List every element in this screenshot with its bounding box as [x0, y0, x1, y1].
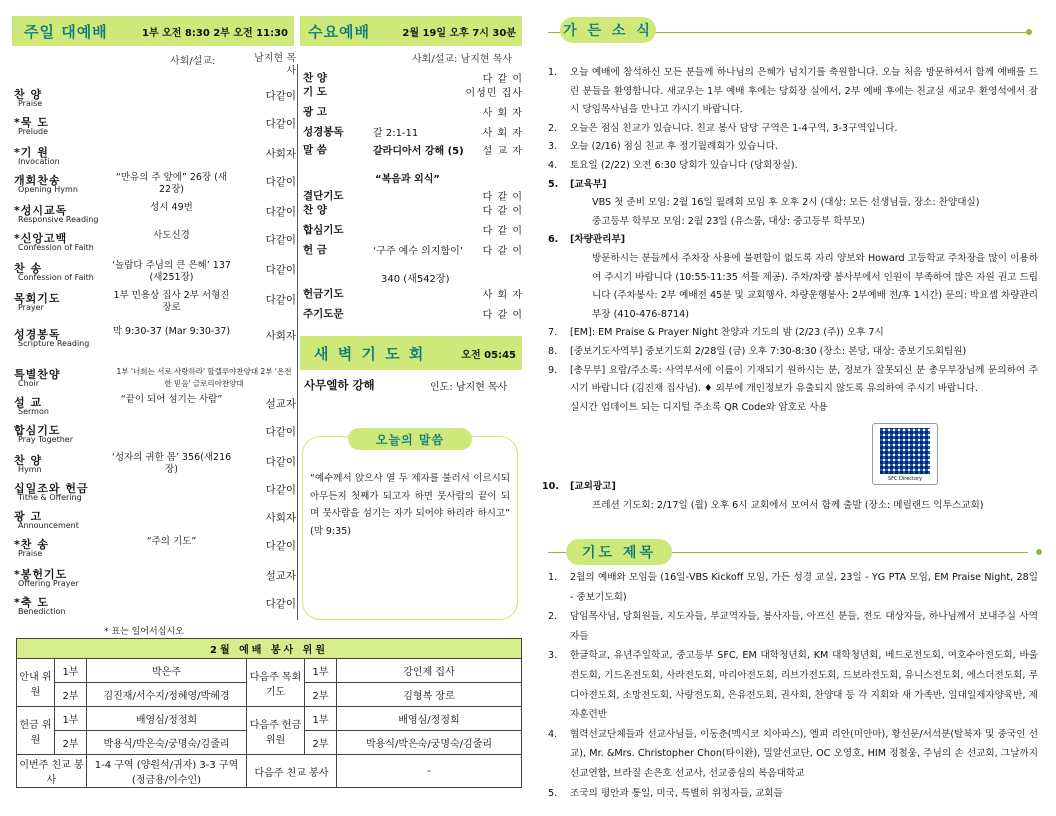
- wed-item-leader: 사 회 자: [482, 290, 523, 301]
- order-item-title: 찬 양: [14, 454, 43, 467]
- news-item: 실시간 업데이트 되는 디지털 주소록 QR Code와 암호로 사용: [570, 401, 828, 413]
- order-item-leader: 다같이: [265, 90, 296, 102]
- order-item-leader: 다같이: [265, 234, 296, 246]
- order-item-english: Benediction: [18, 607, 66, 616]
- wed-item-detail: 340 (새542장): [381, 274, 450, 285]
- order-item-leader: 설교자: [265, 570, 296, 582]
- order-item-detail: 1부 '너희는 서로 사랑하라' 할렐루야찬양대 2부 '온전한 믿음' 글로리아찬양대: [116, 367, 292, 388]
- prayer-item: 1. 2월의 예배와 모임들 (16일-VBS Kickoff 모임, 가든 성경 교실, 23일 - YG PTA 모임, EM Praise Night, 28일 - 중보기도회): [548, 572, 1038, 603]
- dawn-time: 오전 05:45: [461, 349, 516, 361]
- news-item: 3. 오늘 (2/16) 점심 친교 후 정기월례회가 있습니다.: [548, 141, 778, 153]
- qr-label: SFC Directory: [887, 476, 923, 482]
- order-item-english: Announcement: [18, 521, 79, 530]
- prayer-list: [548, 568, 1038, 803]
- wed-item-leader: 다 같 이: [482, 310, 523, 321]
- order-item-english: Pray Together: [18, 435, 73, 444]
- sunday-times: 1부 오전 8:30 2부 오전 11:30: [142, 27, 288, 39]
- wed-item-leader: 사 회 자: [482, 128, 523, 139]
- order-item-english: Responsive Reading: [18, 215, 99, 224]
- order-item-detail: 사도신경: [153, 230, 190, 241]
- wed-item-title: 헌금기도: [303, 288, 344, 300]
- order-item-title: *축 도: [14, 596, 49, 609]
- wednesday-date: 2월 19일 오후 7시 30분: [402, 27, 516, 39]
- order-item-leader: 다같이: [265, 456, 296, 468]
- outside-ad-text: 프레션 기도회: 2/17일 (월) 오후 6시 교회에서 모여서 함께 출발 (장소: 메릴랜드 익투스교회): [592, 500, 984, 511]
- order-item-title: *찬 송: [14, 538, 49, 551]
- order-item-title: 개회찬송: [14, 174, 61, 187]
- part-label: 2부: [55, 683, 87, 707]
- sunday-title: 주일 대예배: [24, 22, 108, 41]
- order-item-detail: ‘놀랍다 주님의 큰 은혜’ 137 (새251장): [112, 260, 231, 283]
- prayer-item: 2. 담임목사님, 당회원들, 지도자들, 부교역자들, 봉사자들, 아프신 분들, 전도 대상자들, 하나님께서 보내주실 사역자들: [548, 611, 1038, 642]
- wed-item-title: 찬 양: [303, 72, 327, 84]
- next-offering-part1: 배영심/정정희: [337, 707, 522, 731]
- wednesday-preacher: 사회/설교: 남지현 목사: [412, 54, 513, 65]
- offering-part2: 박용식/박은숙/궁명숙/김줄리: [87, 731, 247, 755]
- outside-ad: 10. [교외광고]: [542, 481, 616, 492]
- news-item: 1. 오늘 예배에 참석하신 모든 분들께 하나님의 은혜가 넘치기를 축원합니다. 오늘 처음 방문하셔서 함께 예배를 드린 분들을 환영합니다. 새교우는 1부 예배 후에는 당회장 실에서, 2부 예배 후에는 친교실 새교우 환영석에서 잠시 당임목사님을 만나고 가시기 바랍니다.: [548, 67, 1038, 116]
- prayer-rule-dot: [1036, 549, 1042, 555]
- sunday-header: [12, 16, 294, 46]
- order-item-title: 찬 송: [14, 262, 43, 275]
- order-item-english: Hymn: [18, 465, 42, 474]
- order-item-detail: 성시 49번: [150, 202, 193, 213]
- order-item-english: Praise: [18, 549, 43, 558]
- car-item: 방문하시는 분들께서 주차장 사용에 불편함이 없도록 자리 양보와 Howard 고등학교 주차장을 많이 이용하여 주시기 바랍니다 (10:55-11:35 셔틀 제공). 주차/차량 봉사부에서 인원이 부족하여 많은 자원 권고 드립니다 (주차봉사: 2부 예배전 45분 및 교회행사. 차량운행봉사: 2부예배 전/후 1시간) 문의: 박요셉 차량관리부장 (410-476-8714): [592, 252, 1038, 320]
- news-item: 4. 토요일 (2/22) 오전 6:30 당회가 있습니다 (당회장실).: [548, 159, 798, 171]
- news-item: 6. [차량관리부]: [548, 234, 626, 246]
- qr-pattern: [880, 428, 930, 474]
- prayer-title: 기도 제목: [566, 539, 672, 565]
- order-item-title: 합심기도: [14, 424, 61, 437]
- news-list: [548, 64, 1038, 417]
- order-item-detail: “만유의 주 앞에” 26장 (새 22장): [115, 172, 228, 195]
- order-item-leader: 다같이: [265, 264, 296, 276]
- order-item-title: *묵 도: [14, 116, 49, 129]
- order-item-leader: 다같이: [265, 484, 296, 496]
- service-title: 2월 예배 봉사 위원: [17, 639, 522, 659]
- order-item-leader: 사회자: [265, 148, 296, 160]
- order-item-english: Praise: [18, 99, 43, 108]
- dawn-title: 새 벽 기 도 회: [314, 344, 426, 363]
- order-item-leader: 다같이: [265, 176, 296, 188]
- order-item-title: 찬 양: [14, 88, 43, 101]
- order-item-english: Invocation: [18, 157, 60, 166]
- sunday-preacher-name: 남지현 목사: [254, 53, 296, 77]
- next-offering-part2: 박용식/박은숙/궁명숙/김줄리: [337, 731, 522, 755]
- order-item-english: Opening Hymn: [18, 185, 78, 194]
- order-item-leader: 사회자: [265, 330, 296, 342]
- next-prayer-part1: 강인제 집사: [337, 659, 522, 683]
- part-label: 1부: [305, 659, 337, 683]
- order-item-english: Confession of Faith: [18, 243, 94, 252]
- wed-item-leader: 다 같 이: [482, 226, 523, 237]
- order-item-english: Scripture Reading: [18, 339, 90, 348]
- wed-item-leader: 설 교 자: [482, 146, 523, 157]
- edu-item: 중고등부 학부모 모임: 2월 23일 (유스룸, 대상: 중고등부 학부모): [592, 215, 865, 227]
- order-item-title: 광 고: [14, 510, 43, 523]
- usher-label: 안내 위원: [17, 659, 55, 707]
- news-title: 가 든 소 식: [560, 17, 656, 43]
- next-fellowship-value: -: [337, 755, 522, 788]
- offering-part1: 배영심/정정희: [87, 707, 247, 731]
- order-item-title: 성경봉독: [14, 328, 61, 341]
- wed-item-leader: 다 같 이: [482, 74, 523, 85]
- part-label: 1부: [55, 659, 87, 683]
- prayer-item: 5. 조국의 평안과 통일, 미국, 특별히 위정자들, 교회들: [548, 787, 783, 799]
- wed-item-leader: 이성민 집사: [465, 88, 523, 99]
- service-committee-table: [16, 638, 522, 788]
- wed-item-leader: 다 같 이: [482, 192, 523, 203]
- order-item-leader: 설교자: [265, 398, 296, 410]
- order-item-title: 십일조와 헌금: [14, 482, 89, 495]
- next-prayer-label: 다음주 목회기도: [247, 659, 305, 707]
- order-item-title: 설 교: [14, 396, 43, 409]
- prayer-item: 3. 한글학교, 유년주일학교, 중고등부 SFC, EM 대학청년회, KM 대학청년회, 베드로전도회, 여호수아전도회, 바울전도회, 기드온전도회, 사라전도회, 마리아전도회, 리브가전도회, 드보라전도회, 유니스전도회, 에스더전도회, 루디아전도회, 소망전도회, 사랑전도회, 은유전도회, 권사회, 찬양대 등 각 지회와 새 가족반, 일대일제자양육반, 제자훈련반: [548, 650, 1038, 721]
- order-item-english: Tithe & Offering: [18, 493, 82, 502]
- order-item-leader: 다같이: [265, 540, 296, 552]
- wed-item-detail: 갈 2:1-11: [373, 128, 419, 139]
- next-offering-label: 다음주 헌금위원: [247, 707, 305, 755]
- order-item-title: 특별찬양: [14, 368, 61, 381]
- wed-item-detail: ‘구주 예수 의지함이’: [373, 246, 463, 257]
- order-item-english: Offering Prayer: [18, 579, 79, 588]
- wed-item-title: 기 도: [303, 86, 327, 98]
- wed-item-title: 말 씀: [303, 144, 327, 156]
- edu-item: VBS 첫 준비 모임: 2월 16일 월례회 모임 후 오후 2시 (대상: 모든 선생님들, 장소: 찬양대실): [592, 197, 980, 209]
- wed-item-title: 광 고: [303, 106, 327, 118]
- part-label: 1부: [305, 707, 337, 731]
- order-item-detail: “끝이 되어 섬기는 사람”: [120, 394, 223, 405]
- wednesday-header: [300, 16, 522, 46]
- order-item-english: Choir: [18, 379, 40, 388]
- qr-code[interactable]: [872, 423, 938, 485]
- order-item-detail: 1부 민용상 집사 2부 서형진 장로: [113, 290, 230, 313]
- news-item: 9. [총무부] 요람/주소록: 사역부서에 이름이 기재되기 원하시는 분, 정보가 잘못되신 분 총무부장님께 문의하여 주시기 바랍니다 (김진재 집사님). ♦ 외부에 개인정보가 유출되지 않도록 유의하여 주시기 바랍니다.: [548, 364, 1038, 395]
- wed-item-leader: 다 같 이: [482, 206, 523, 217]
- dawn-leader: 인도: 남지현 목사: [430, 382, 508, 393]
- fellowship-value: 1-4 구역 (양원석/귀자) 3-3 구역 (정금용/이수인): [87, 755, 247, 788]
- order-item-leader: 다같이: [265, 206, 296, 218]
- order-item-title: *봉헌기도: [14, 568, 68, 581]
- wednesday-title: 수요예배: [308, 22, 370, 41]
- order-item-detail: 막 9:30-37 (Mar 9:30-37): [112, 326, 231, 337]
- part-label: 2부: [305, 731, 337, 755]
- order-item-english: Sermon: [18, 407, 49, 416]
- part-label: 1부: [55, 707, 87, 731]
- next-fellowship-label: 다음주 친교 봉사: [247, 755, 337, 788]
- order-item-english: Confession of Faith: [18, 273, 94, 282]
- wed-item-title: 결단기도: [303, 190, 344, 202]
- fellowship-label: 이번주 친교 봉사: [17, 755, 87, 788]
- order-item-leader: 다같이: [265, 118, 296, 130]
- wed-item-leader: 사 회 자: [482, 108, 523, 119]
- order-item-detail: “주의 기도”: [146, 536, 197, 547]
- order-item-title: *기 원: [14, 146, 49, 159]
- wed-item-detail: “복음과 외식”: [375, 174, 440, 185]
- order-item-english: Prelude: [18, 127, 49, 136]
- wed-item-detail: 갈라디아서 강해 (5): [373, 146, 464, 157]
- verse-title: 오늘의 말씀: [348, 428, 472, 450]
- news-item: 7. [EM]: EM Praise & Prayer Night 찬양과 기도의 밤 (2/23 (주)) 오후 7시: [548, 327, 884, 339]
- news-item: 5. [교육부]: [548, 178, 607, 190]
- news-item: 8. [중보기도사역부] 중보기도회 2/28일 (금) 오후 7:30-8:30 (장소: 본당, 대상: 중보기도회팀원): [548, 345, 967, 357]
- order-item-title: *성시교독: [14, 204, 68, 217]
- wed-item-title: 합심기도: [303, 224, 344, 236]
- wed-item-title: 찬 양: [303, 204, 327, 216]
- prayer-item: 4. 협력선교단체들과 선교사님들, 이동춘(멕시코 치아파스), 엘피 리안(미안마), 황선문/서석분(탈북자 및 중국인 선교), Mr. &Mrs. Christopher Chon(타이완), 밀알선교단, OC 오영호, HIM 정철웅, 주님의 손 선교회, 그날까지 선교연합, 브라질 손은호 선교사, 선교중심의 복음대학교: [548, 728, 1038, 779]
- order-item-leader: 사회자: [265, 512, 296, 524]
- part-label: 2부: [55, 731, 87, 755]
- dawn-header: [300, 336, 522, 370]
- wed-item-title: 헌 금: [303, 244, 327, 256]
- news-item: 2. 오늘은 점심 친교가 있습니다. 친교 봉사 담당 구역은 1-4구역, 3-3구역입니다.: [548, 122, 898, 134]
- wed-item-title: 주기도문: [303, 308, 344, 320]
- order-item-leader: 다같이: [265, 426, 296, 438]
- order-item-english: Prayer: [18, 303, 44, 312]
- offering-label: 헌금 위원: [17, 707, 55, 755]
- sunday-preacher: 사회/설교:: [170, 56, 216, 67]
- order-item-title: 목회기도: [14, 292, 61, 305]
- column-divider: [297, 64, 298, 620]
- wed-item-leader: 다 같 이: [482, 246, 523, 257]
- wed-item-title: 성경봉독: [303, 126, 344, 138]
- order-item-detail: ‘성자의 귀한 몸’ 356(새216장): [111, 452, 232, 475]
- part-label: 2부: [305, 683, 337, 707]
- order-item-leader: 다같이: [265, 598, 296, 610]
- usher-part2: 김진재/서수지/정혜영/박혜경: [87, 683, 247, 707]
- verse-text: “예수께서 앉으사 열 두 제자를 불러서 이르시되 아무든지 첫째가 되고자 하면 뭇사람의 끝이 되며 뭇사람을 섬기는 자가 되어야 하리라 하시고” (막 9:35): [310, 473, 510, 537]
- usher-part1: 박은주: [87, 659, 247, 683]
- news-rule-dot: [1026, 29, 1032, 35]
- order-item-title: *신앙고백: [14, 232, 68, 245]
- standing-note: * 표는 일어서십시오: [104, 627, 184, 637]
- next-prayer-part2: 김형복 장로: [337, 683, 522, 707]
- order-item-leader: 다같이: [265, 294, 296, 306]
- dawn-sermon: 사무엘하 강해: [304, 378, 375, 392]
